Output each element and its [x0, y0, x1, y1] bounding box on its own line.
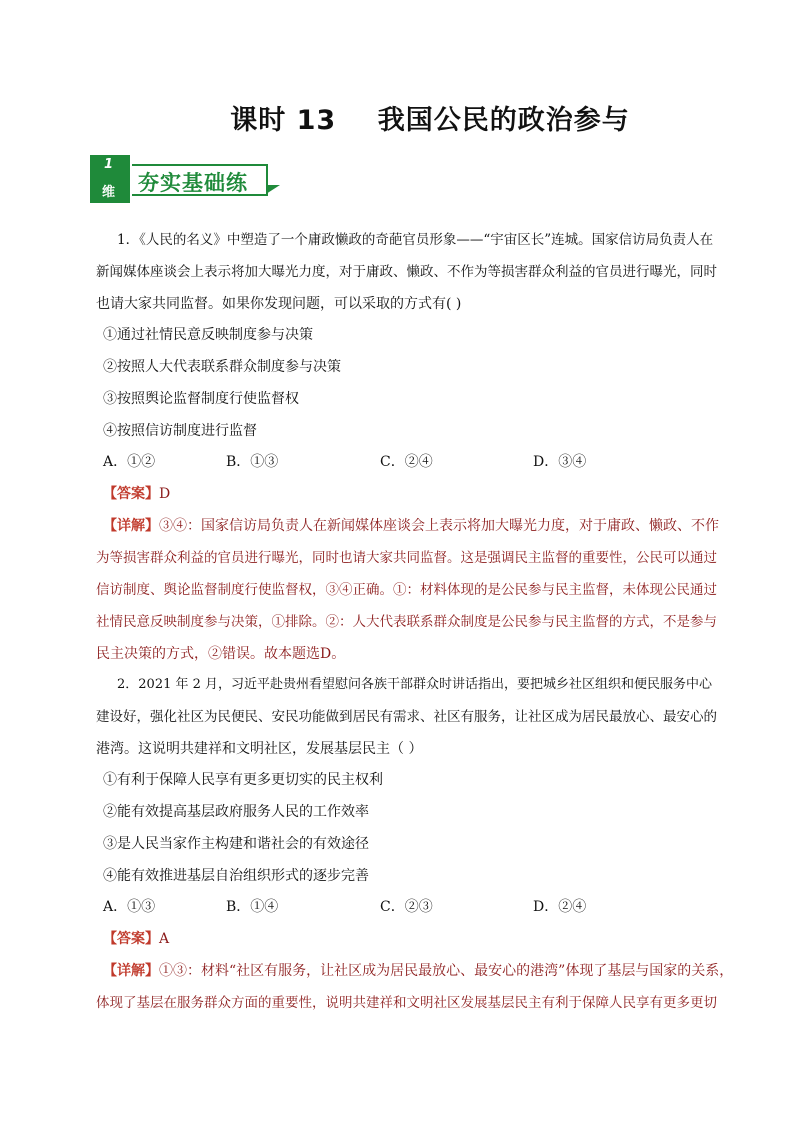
q2-answer-label: 【答案】	[103, 931, 159, 947]
banner-bar	[132, 164, 268, 196]
q1-stem-line-3: 也请大家共同监督。如果你发现问题，可以采取的方式有( )	[96, 296, 462, 312]
level-badge	[90, 155, 130, 203]
q1-explain-line-5: 民主决策的方式，②错误。故本题选D。	[96, 646, 346, 662]
q2-answer	[103, 930, 169, 948]
q2-stem-line-1: 2．2021 年 2 月，习近平赴贵州看望慰问各族干部群众时讲话指出，要把城乡社区组织和便民服务中心	[117, 677, 713, 692]
q1-stem-line-2: 新闻媒体座谈会上表示将加大曝光力度，对于庸政、懒政、不作为等损害群众利益的官员进行曝光，同时	[96, 264, 717, 280]
q1-answer	[103, 485, 170, 503]
page-title: 课时 13 我国公民的政治参与	[230, 105, 630, 136]
q1-item-3: ③按照舆论监督制度行使监督权	[103, 391, 299, 407]
q1-item-4: ④按照信访制度进行监督	[103, 423, 257, 439]
q2-answer-value: A	[159, 931, 170, 947]
q1-answer-value: D	[159, 486, 171, 502]
q2-option-c: C．②③	[380, 899, 433, 915]
level-number: 1	[104, 157, 114, 172]
q2-item-2: ②能有效提高基层政府服务人民的工作效率	[103, 804, 369, 820]
q1-stem-line-1: 1．《人民的名义》中塑造了一个庸政懒政的奇葩官员形象——“宇宙区长”连城。国家信访局负责人在	[117, 232, 714, 248]
q1-item-2: ②按照人大代表联系群众制度参与决策	[103, 359, 341, 375]
q1-explain-line-3: 信访制度、舆论监督制度行使监督权，③④正确。①：材料体现的是公民参与民主监督，未体现公民通过	[96, 582, 717, 598]
q1-option-d: D．③④	[533, 454, 587, 470]
q2-stem-line-3: 港湾。这说明共建祥和文明社区，发展基层民主（ ）	[96, 741, 423, 757]
q2-explain-label: 【详解】	[103, 963, 159, 979]
q1-answer-label: 【答案】	[103, 486, 159, 502]
level-wei: 维	[102, 185, 116, 200]
q2-option-d: D．②④	[533, 899, 587, 915]
q2-item-4: ④能有效推进基层自治组织形式的逐步完善	[103, 868, 369, 884]
q1-explain-line-2: 为等损害群众利益的官员进行曝光，同时也请大家共同监督。这是强调民主监督的重要性，公民可以通过	[96, 550, 717, 566]
q2-option-a: A．①③	[103, 899, 156, 915]
q2-explain-line-1: 【详解】①③：材料“社区有服务，让社区成为居民最放心、最安心的港湾”体现了基层与国家的关系，	[103, 963, 734, 979]
q1-explain-line-4: 社情民意反映制度参与决策，①排除。②：人大代表联系群众制度是公民参与民主监督的方式，不是参与	[96, 614, 717, 630]
banner-corner-icon	[266, 185, 280, 194]
q1-option-b: B．①③	[226, 454, 279, 470]
q2-item-3: ③是人民当家作主构建和谐社会的有效途径	[103, 836, 369, 852]
q2-stem-line-2: 建设好，强化社区为民便民、安民功能做到居民有需求、社区有服务，让社区成为居民最放心、最安心的	[96, 709, 717, 725]
q1-option-a: A．①②	[103, 454, 156, 470]
q2-explain-line-2: 体现了基层在服务群众方面的重要性，说明共建祥和文明社区发展基层民主有利于保障人民享有更多更切	[96, 995, 717, 1011]
banner-text: 夯实基础练	[138, 171, 248, 195]
q2-option-b: B．①④	[226, 899, 279, 915]
q1-explain-label: 【详解】	[103, 518, 159, 534]
section-banner	[90, 155, 290, 203]
q1-option-c: C．②④	[380, 454, 433, 470]
q1-explain-line-1: 【详解】③④：国家信访局负责人在新闻媒体座谈会上表示将加大曝光力度，对于庸政、懒政、不作	[103, 518, 719, 534]
q1-item-1: ①通过社情民意反映制度参与决策	[103, 327, 313, 343]
q2-item-1: ①有利于保障人民享有更多更切实的民主权利	[103, 772, 383, 788]
